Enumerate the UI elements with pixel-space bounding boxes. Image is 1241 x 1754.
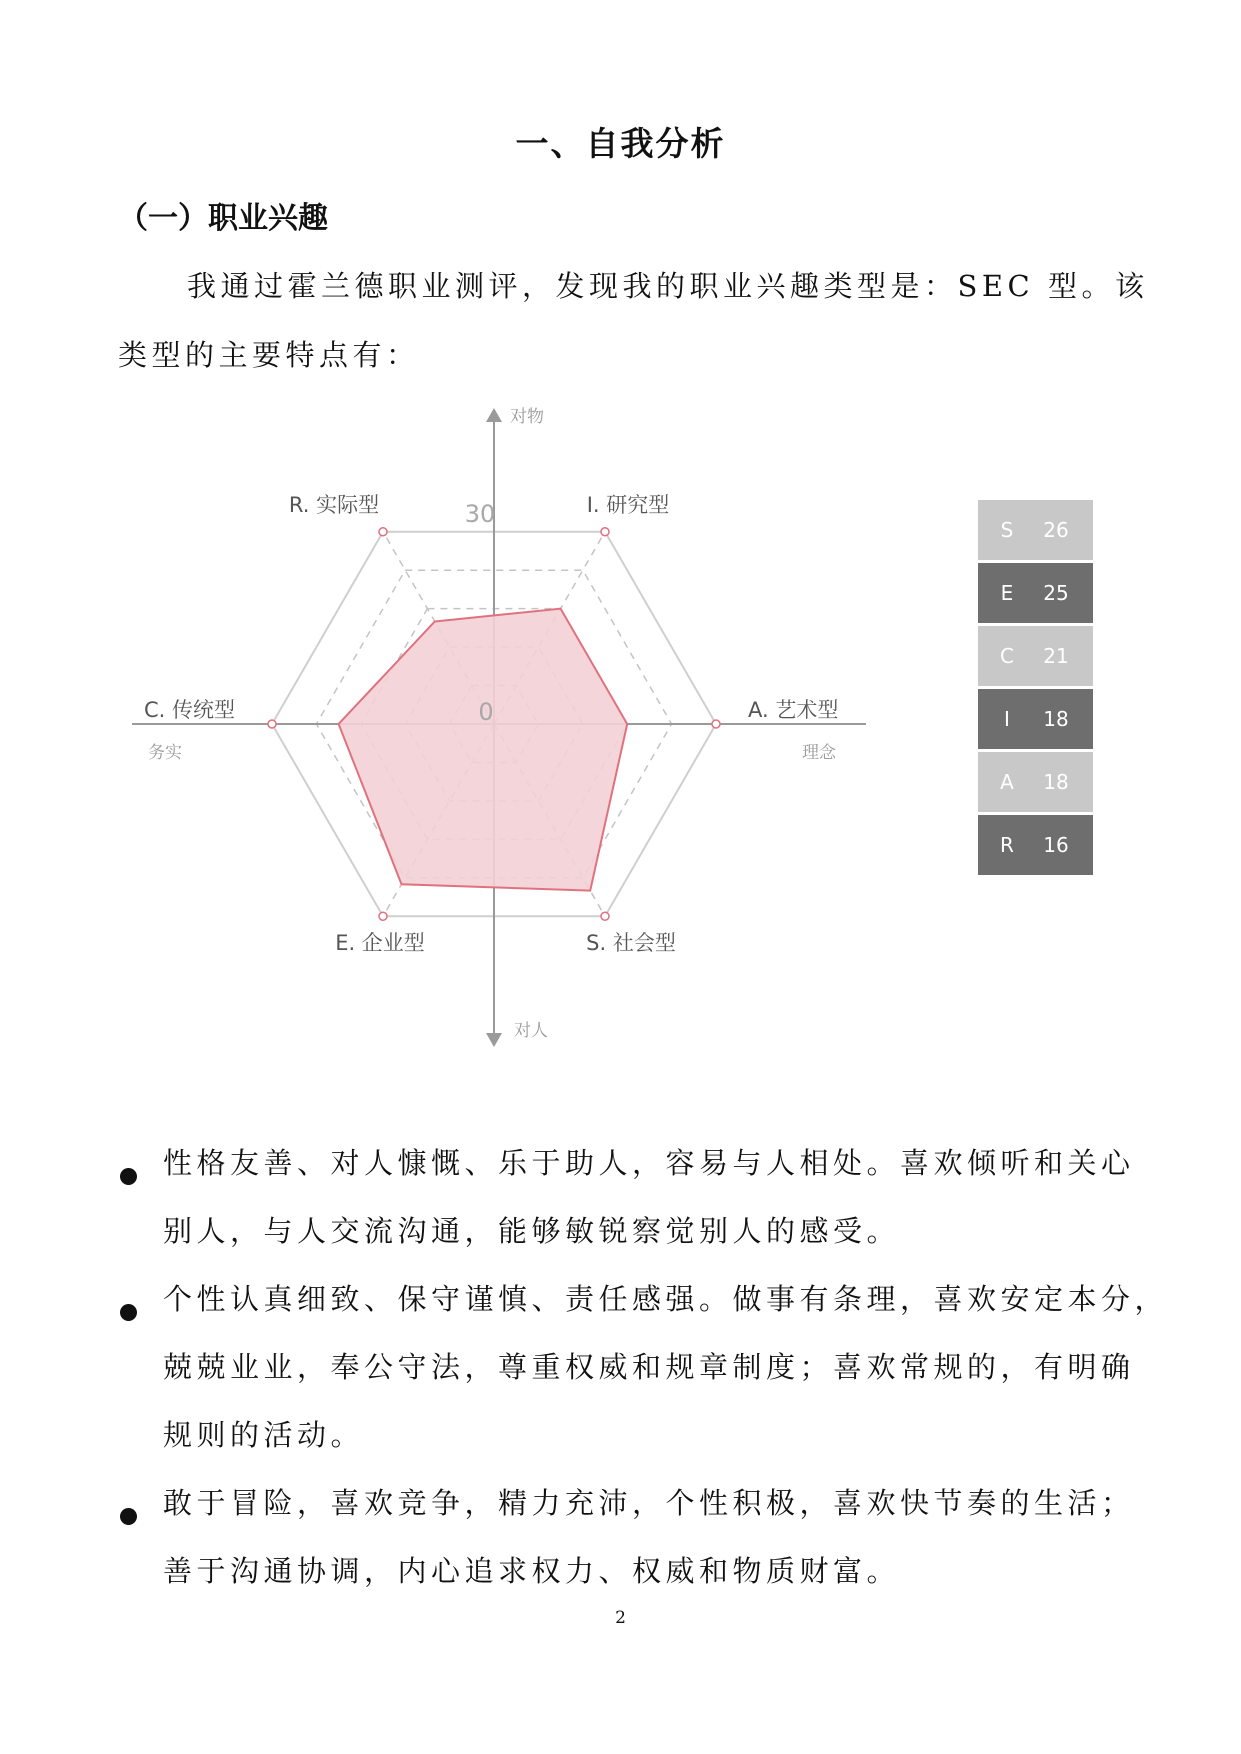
arrow-down-icon xyxy=(486,1033,502,1047)
intro-line-2: 类型的主要特点有： xyxy=(118,338,420,372)
score-row-c xyxy=(978,626,1093,686)
axis-label-i: I. 研究型 xyxy=(586,493,670,517)
axis-label-r: R. 实际型 xyxy=(288,493,380,517)
score-row-e xyxy=(978,563,1093,623)
tick-label-min: 0 xyxy=(478,698,494,726)
tick-label-max: 30 xyxy=(464,500,496,528)
score-row-a xyxy=(978,752,1093,812)
score-key: R xyxy=(1000,833,1014,857)
direction-label-bottom: 对人 xyxy=(514,1021,548,1041)
axis-label-s: S. 社会型 xyxy=(586,931,676,955)
score-value: 18 xyxy=(1043,707,1069,731)
axis-label-a: A. 艺术型 xyxy=(748,698,839,722)
score-row-r xyxy=(978,815,1093,875)
score-value: 18 xyxy=(1043,770,1069,794)
score-value: 21 xyxy=(1043,644,1069,668)
vertex-marker-s xyxy=(601,912,609,920)
score-key: S xyxy=(1000,518,1014,542)
bullet-dot xyxy=(120,1304,137,1321)
vertex-marker-r xyxy=(379,528,387,536)
arrow-up-icon xyxy=(486,408,502,422)
vertex-marker-a xyxy=(712,720,720,728)
bullet-1-line-2: 别人，与人交流沟通，能够敏锐察觉别人的感受。 xyxy=(163,1214,901,1248)
score-row-s xyxy=(978,500,1093,560)
bullet-2-line-3: 规则的活动。 xyxy=(163,1418,365,1452)
bullet-dot xyxy=(120,1508,137,1525)
score-key: C xyxy=(1000,644,1014,668)
axis-label-e: E. 企业型 xyxy=(335,931,425,955)
score-value: 25 xyxy=(1043,581,1069,605)
section-heading: （一）职业兴趣 xyxy=(118,201,328,236)
direction-label-top: 对物 xyxy=(510,407,544,427)
bullet-dot xyxy=(120,1168,137,1185)
page-heading: 一、自我分析 xyxy=(515,124,726,163)
direction-label-left: 务实 xyxy=(148,743,182,763)
bullet-1-line-1: 性格友善、对人慷慨、乐于助人，容易与人相处。喜欢倾听和关心 xyxy=(163,1146,1135,1180)
bullet-2-line-2: 兢兢业业，奉公守法，尊重权威和规章制度；喜欢常规的，有明确 xyxy=(163,1350,1135,1384)
radar-data-area xyxy=(339,609,628,891)
direction-label-right: 理念 xyxy=(802,743,836,763)
bullet-2-line-1: 个性认真细致、保守谨慎、责任感强。做事有条理，喜欢安定本分， xyxy=(163,1282,1169,1316)
bullet-3-line-2: 善于沟通协调，内心追求权力、权威和物质财富。 xyxy=(163,1554,901,1588)
vertex-marker-e xyxy=(379,912,387,920)
vertex-marker-i xyxy=(601,528,609,536)
vertex-marker-c xyxy=(268,720,276,728)
score-table xyxy=(978,500,1093,878)
axis-label-c: C. 传统型 xyxy=(144,698,236,722)
score-key: I xyxy=(1004,707,1010,731)
bullet-3-line-1: 敢于冒险，喜欢竞争，精力充沛，个性积极，喜欢快节奏的生活； xyxy=(163,1486,1135,1520)
score-value: 16 xyxy=(1043,833,1069,857)
score-value: 26 xyxy=(1043,518,1069,542)
score-key: E xyxy=(1000,581,1014,605)
score-key: A xyxy=(1000,770,1014,794)
page-number: 2 xyxy=(615,1608,626,1628)
intro-line-1: 我通过霍兰德职业测评，发现我的职业兴趣类型是：SEC 型。该 xyxy=(187,269,1149,303)
score-row-i xyxy=(978,689,1093,749)
